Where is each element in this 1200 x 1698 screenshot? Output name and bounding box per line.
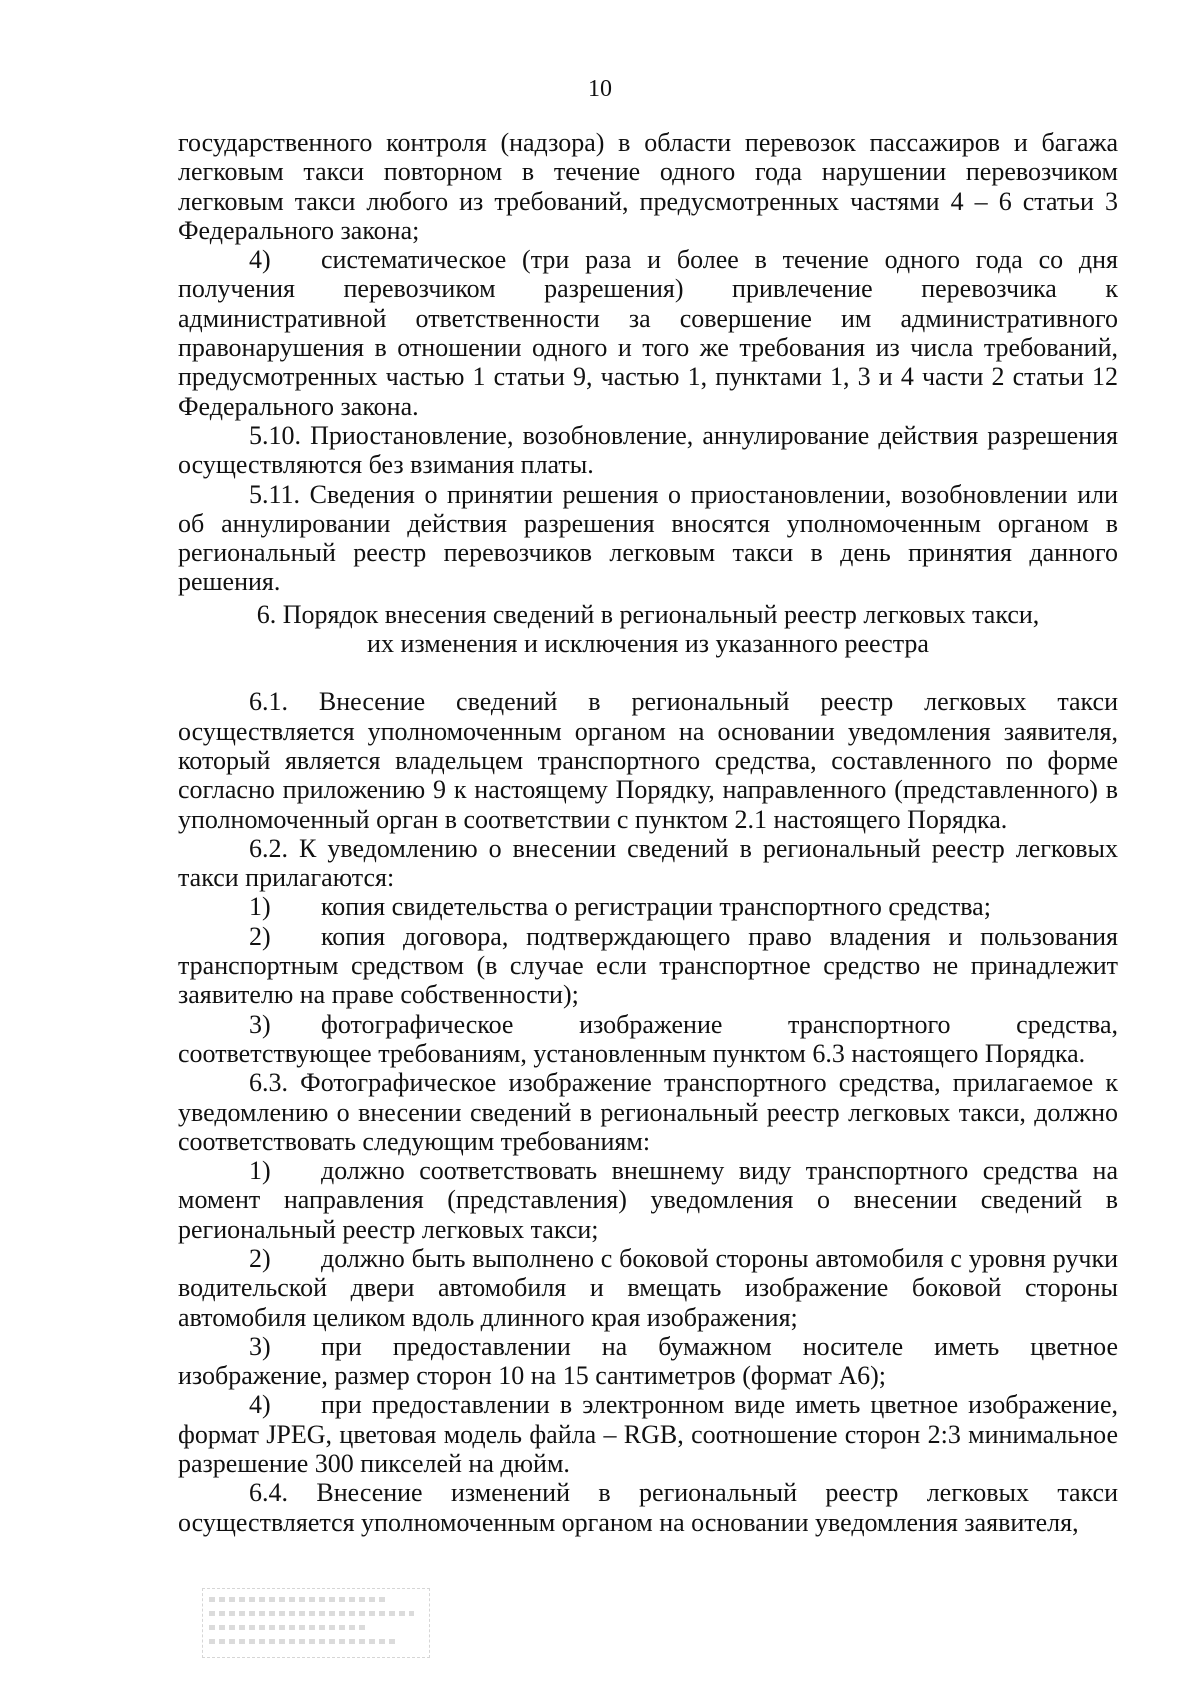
paragraph-continuation: государственного контроля (надзора) в области перевозок пассажиров и багажа легковым такси повторном в течение одного года нарушении перевозчиком легковым такси любого из требований, предусмотренных частями 4 – 6 статьи 3 Федерального закона; — [178, 128, 1118, 245]
faded-stamp-mark — [202, 1588, 430, 1658]
list-item-text: копия свидетельства о регистрации транспортного средства; — [321, 892, 991, 922]
list-item-text: при предоставлении на бумажном носителе иметь цветное изображение, размер сторон 10 на 15 сантиметров (формат А6); — [178, 1331, 1118, 1391]
list-item-4 — [178, 245, 1118, 421]
list-item-number: 3) — [249, 1009, 271, 1039]
document-body — [178, 128, 1118, 1537]
list-item — [178, 1244, 1118, 1332]
list-item-number: 2) — [249, 1243, 271, 1273]
paragraph-6-1: 6.1. Внесение сведений в региональный реестр легковых такси осуществляется уполномоченным органом на основании уведомления заявителя, который является владельцем транспортного средства, составленного по форме согласно приложению 9 к настоящему Порядку, направленного (представленного) в уполномоченный орган в соответствии с пунктом 2.1 настоящего Порядка. — [178, 687, 1118, 834]
section-heading-6 — [178, 600, 1118, 659]
list-item — [178, 1390, 1118, 1478]
stamp-line — [209, 1597, 389, 1602]
list-item — [178, 1332, 1118, 1391]
page-number: 10 — [588, 76, 612, 102]
list-item-text: копия договора, подтверждающего право владения и пользования транспортным средством (в случае если транспортное средство не принадлежит заявителю на праве собственности); — [178, 921, 1118, 1010]
list-item-number: 2) — [249, 921, 271, 951]
list-item-number: 3) — [249, 1331, 271, 1361]
list-item — [178, 922, 1118, 1010]
paragraph-6-3: 6.3. Фотографическое изображение транспортного средства, прилагаемое к уведомлению о внесении сведений в региональный реестр легковых такси, должно соответствовать следующим требованиям: — [178, 1068, 1118, 1156]
list-item-number: 1) — [249, 1156, 271, 1186]
paragraph-6-4: 6.4. Внесение изменений в региональный реестр легковых такси осуществляется уполномоченным органом на основании уведомления заявителя, — [178, 1478, 1118, 1537]
list-item-number: 1) — [249, 892, 271, 922]
list-item-text: при предоставлении в электронном виде иметь цветное изображение, формат JPEG, цветовая модель файла – RGB, соотношение сторон 2:3 минимальное разрешение 300 пикселей на дюйм. — [178, 1390, 1118, 1479]
stamp-line — [209, 1611, 414, 1616]
list-item-text: должно быть выполнено с боковой стороны автомобиля с уровня ручки водительской двери автомобиля и вмещать изображение боковой стороны автомобиля целиком вдоль длинного края изображения; — [178, 1243, 1118, 1332]
section-heading-line-1: 6. Порядок внесения сведений в региональный реестр легковых такси, — [256, 599, 1040, 629]
list-item-number: 4) — [249, 245, 271, 275]
list-item-text: систематическое (три раза и более в течение одного года со дня получения перевозчиком разрешения) привлечение перевозчика к административной ответственности за совершение им административного правонарушения в отношении одного и того же требования из числа требований, предусмотренных частью 1 статьи 9, частью 1, пунктами 1, 3 и 4 части 2 статьи 12 Федерального закона. — [178, 245, 1118, 421]
stamp-line — [209, 1625, 369, 1630]
list-item-number: 4) — [249, 1390, 271, 1420]
spacer — [178, 658, 1118, 687]
section-heading-line-2: их изменения и исключения из указанного реестра — [367, 629, 929, 659]
paragraph-6-2: 6.2. К уведомлению о внесении сведений в региональный реестр легковых такси прилагаются: — [178, 833, 1118, 893]
stamp-line — [209, 1639, 399, 1644]
paragraph-5-11: 5.11. Сведения о принятии решения о приостановлении, возобновлении или об аннулировании действия разрешения вносятся уполномоченным органом в региональный реестр перевозчиков легковым такси в день принятия данного решения. — [178, 479, 1118, 597]
list-item-text: фотографическое изображение транспортного средства, соответствующее требованиям, установленным пунктом 6.3 настоящего Порядка. — [178, 1009, 1118, 1068]
list-item — [178, 892, 1118, 921]
paragraph-5-10: 5.10. Приостановление, возобновление, аннулирование действия разрешения осуществляются без взимания платы. — [178, 420, 1118, 480]
list-item-text: должно соответствовать внешнему виду транспортного средства на момент направления (представления) уведомления о внесении сведений в региональный реестр легковых такси; — [178, 1156, 1118, 1244]
list-item — [178, 1156, 1118, 1244]
list-item — [178, 1010, 1118, 1069]
